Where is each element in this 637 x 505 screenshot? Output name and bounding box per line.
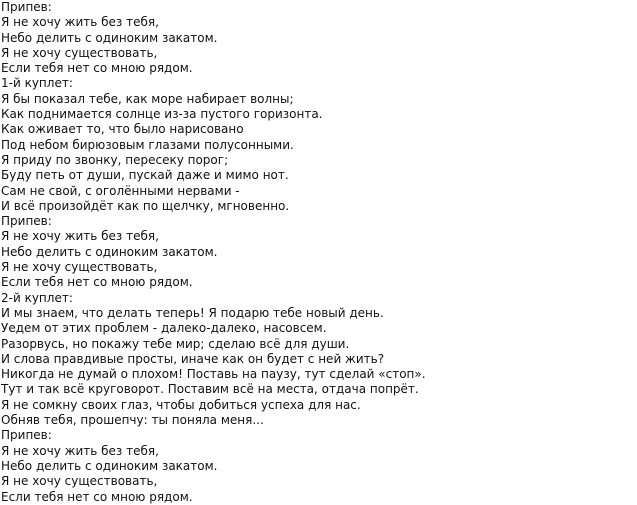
text-line: Буду петь от души, пускай даже и мимо нот.: [1, 168, 289, 183]
text-line: Тут и так всё круговорот. Поставим всё на места, отдача попрёт.: [1, 382, 419, 397]
text-line: Никогда не думай о плохом! Поставь на паузу, тут сделай «стоп».: [1, 367, 426, 382]
text-line: Я не хочу жить без тебя,: [1, 443, 159, 458]
text-line: Если тебя нет со мною рядом.: [1, 489, 193, 504]
text-line: Я приду по звонку, пересеку порог;: [1, 152, 229, 167]
text-line: Разорвусь, но покажу тебе мир; сделаю всё для души.: [1, 336, 350, 351]
text-line: Под небом бирюзовым глазами полусонными.: [1, 137, 294, 152]
text-line: Небо делить с одиноким закатом.: [1, 30, 218, 45]
text-line: Я не сомкну своих глаз, чтобы добиться успеха для нас.: [1, 397, 361, 412]
text-line: Небо делить с одиноким закатом.: [1, 458, 218, 473]
text-line: Если тебя нет со мною рядом.: [1, 61, 193, 76]
text-line: Как поднимается солнце из-за пустого горизонта.: [1, 107, 323, 122]
text-line: Уедем от этих проблем - далеко-далеко, насовсем.: [1, 321, 327, 336]
verse-2-heading: 2-й куплет:: [1, 290, 73, 305]
text-line: Я бы показал тебе, как море набирает волны;: [1, 91, 294, 106]
text-line: Небо делить с одиноким закатом.: [1, 244, 218, 259]
text-line: Я не хочу жить без тебя,: [1, 229, 159, 244]
text-line: И слова правдивые просты, иначе как он будет с ней жить?: [1, 351, 385, 366]
lyrics-text: [1, 0, 635, 505]
chorus-heading: Припев:: [1, 0, 52, 14]
text-line: Как оживает то, что было нарисовано: [1, 122, 244, 137]
chorus-heading: Припев:: [1, 428, 52, 443]
text-line: Я не хочу существовать,: [1, 474, 158, 489]
text-line: И всё произойдёт как по щелчку, мгновенно.: [1, 198, 290, 213]
text-line: Сам не свой, с оголёнными нервами -: [1, 183, 240, 198]
text-line: Если тебя нет со мною рядом.: [1, 275, 193, 290]
text-line: Обняв тебя, прошепчу: ты поняла меня...: [1, 413, 264, 428]
verse-1-heading: 1-й куплет:: [1, 76, 73, 91]
text-line: Я не хочу жить без тебя,: [1, 15, 159, 30]
chorus-heading: Припев:: [1, 214, 52, 229]
text-line: И мы знаем, что делать теперь! Я подарю тебе новый день.: [1, 305, 384, 320]
text-line: Я не хочу существовать,: [1, 45, 158, 60]
text-line: Я не хочу существовать,: [1, 260, 158, 275]
